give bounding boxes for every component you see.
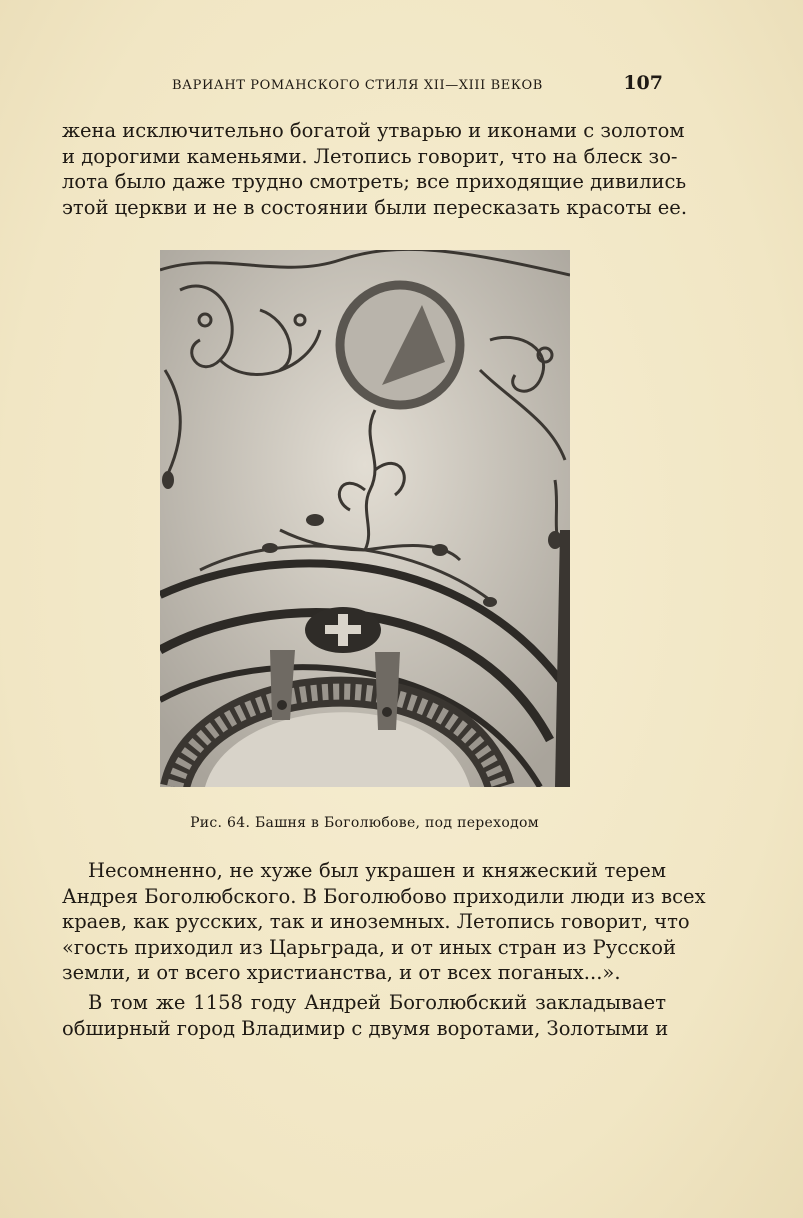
text-line: Несомненно, не хуже был украшен и княжеский терем <box>88 859 666 882</box>
running-head: ВАРИАНТ РОМАНСКОГО СТИЛЯ XII—XIII ВЕКОВ <box>172 78 543 93</box>
paragraph-2 <box>62 858 706 986</box>
paragraph-3 <box>62 990 669 1041</box>
text-line: «гость приходил из Царьграда, и от иных стран из Русской <box>62 935 676 959</box>
text-line: лота было даже трудно смотреть; все приходящие дивились <box>62 170 687 193</box>
fresco-photo-illustration <box>160 250 570 787</box>
text-line: обширный город Владимир с двумя воротами, Золотыми и <box>62 1016 669 1040</box>
text-line: краев, как русских, так и иноземных. Летопись говорит, что <box>62 910 690 933</box>
text-line: В том же 1158 году Андрей Боголюбский закладывает <box>88 991 666 1014</box>
text-line: Андрея Боголюбского. В Боголюбово приходили люди из всех <box>62 884 706 908</box>
text-line: и дорогими каменьями. Летопись говорит, что на блеск зо- <box>62 144 678 168</box>
photo-figure-tower-fresco <box>160 250 570 787</box>
page-number: 107 <box>623 72 663 94</box>
page-header <box>60 72 665 102</box>
figure-caption: Рис. 64. Башня в Боголюбове, под переходом <box>190 815 539 831</box>
text-line: жена исключительно богатой утварью и иконами с золотом <box>62 119 685 142</box>
text-line: этой церкви и не в состоянии были пересказать красоты ее. <box>62 195 688 219</box>
text-line: земли, и от всего христианства, и от всех поганых...». <box>62 961 621 984</box>
paragraph-1 <box>62 118 688 220</box>
